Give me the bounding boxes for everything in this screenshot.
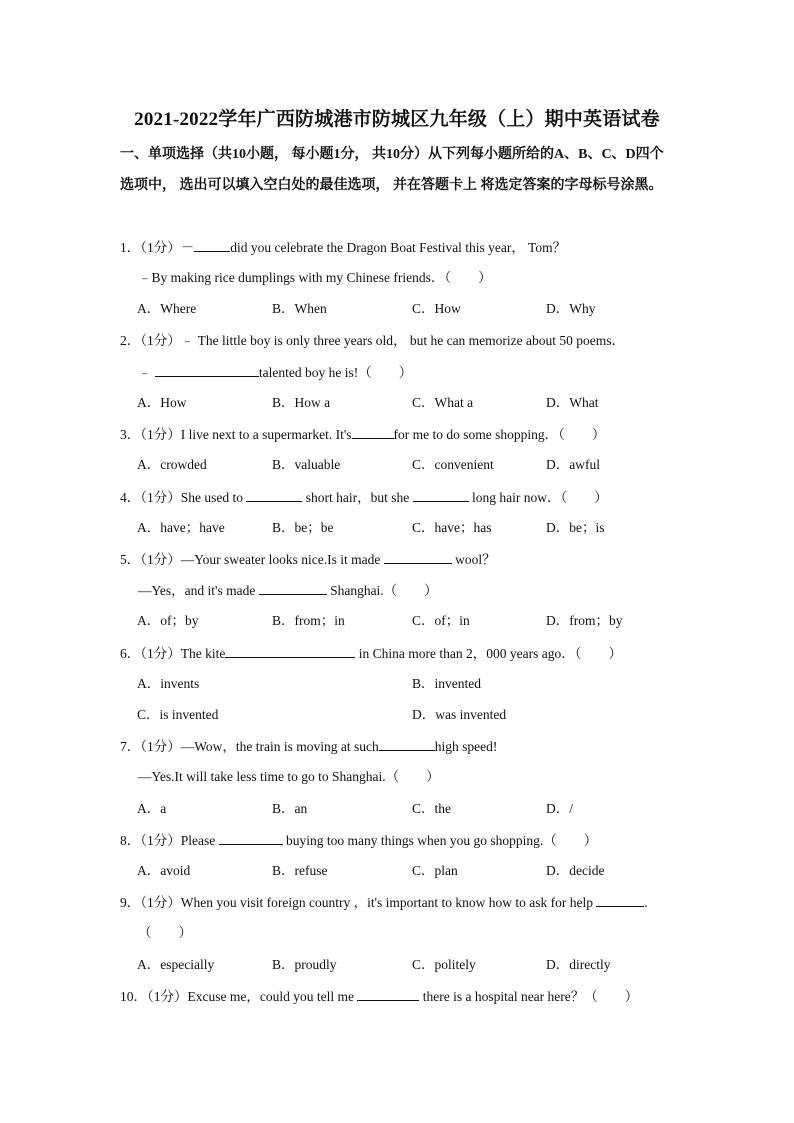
- q2-option-d: D．What: [546, 395, 599, 410]
- question-5: 5．（1分）—Your sweater looks nice.Is it made wool？: [120, 549, 496, 569]
- q7-option-a: A．a: [137, 801, 167, 816]
- question-4: 4．（1分）She used to short hair，but she long hair now．（ ）: [120, 487, 608, 507]
- q1-option-b: B．When: [272, 301, 327, 316]
- question-5-reply: —Yes，and it's made Shanghai.（ ）: [138, 580, 438, 600]
- question-2-reply: ﹣ talented boy he is!（ ）: [138, 362, 412, 382]
- q9-option-b: B．proudly: [272, 957, 337, 972]
- q7-option-d: D．/: [546, 801, 573, 816]
- q1-option-d: D．Why: [546, 301, 596, 316]
- q4-option-c: C．have；has: [412, 520, 492, 535]
- question-7: 7．（1分）—Wow，the train is moving at such high speed!: [120, 736, 497, 756]
- q8-option-d: D．decide: [546, 863, 605, 878]
- q6-option-a: A．invents: [137, 676, 200, 691]
- question-9: 9．（1分）When you visit foreign country ，it's important to know how to ask for help .: [120, 892, 648, 912]
- question-3: 3．（1分）I live next to a supermarket. It's for me to do some shopping．（ ）: [120, 424, 605, 444]
- question-1-reply: ﹣By making rice dumplings with my Chinese friends．（ ）: [138, 270, 492, 285]
- q8-option-c: C．plan: [412, 863, 458, 878]
- q9-option-c: C．politely: [412, 957, 476, 972]
- q6-option-d: D．was invented: [412, 707, 507, 722]
- q9-option-d: D．directly: [546, 957, 611, 972]
- page-title: 2021-2022学年广西防城港市防城区九年级（上）期中英语试卷: [134, 109, 660, 130]
- q4-option-a: A．have；have: [137, 520, 225, 535]
- q2-option-a: A．How: [137, 395, 187, 410]
- q8-option-a: A．avoid: [137, 863, 191, 878]
- question-9-paren: （ ）: [138, 925, 192, 940]
- question-6: 6．（1分）The kite in China more than 2，000 years ago．（ ）: [120, 643, 622, 663]
- q6-option-c: C．is invented: [137, 707, 219, 722]
- question-1: 1．（1分）－ did you celebrate the Dragon Boat Festival this year， Tom？: [120, 237, 566, 257]
- section-heading: 一、单项选择（共10小题， 每小题1分， 共10分）从下列每小题所给的A、B、C、D四个选项中， 选出可以填入空白处的最佳选项， 并在答题卡上 将选定答案的字母标号涂黑。: [120, 147, 664, 193]
- q3-option-d: D．awful: [546, 457, 600, 472]
- q9-option-a: A．especially: [137, 957, 215, 972]
- question-7-reply: —Yes.It will take less time to go to Shanghai.（ ）: [138, 769, 440, 784]
- q2-option-b: B．How a: [272, 395, 331, 410]
- q5-option-a: A．of；by: [137, 613, 199, 628]
- q3-option-b: B．valuable: [272, 457, 341, 472]
- question-10: 10．（1分）Excuse me，could you tell me there is a hospital near here？（ ）: [120, 986, 638, 1006]
- q7-option-b: B．an: [272, 801, 308, 816]
- q2-option-c: C．What a: [412, 395, 474, 410]
- q3-option-a: A．crowded: [137, 457, 207, 472]
- q3-option-c: C．convenient: [412, 457, 494, 472]
- q1-option-a: A．Where: [137, 301, 197, 316]
- q5-option-c: C．of；in: [412, 613, 470, 628]
- q7-option-c: C．the: [412, 801, 451, 816]
- question-2: 2．（1分）﹣ The little boy is only three years old， but he can memorize about 50 poems．: [120, 333, 626, 348]
- q8-option-b: B．refuse: [272, 863, 328, 878]
- question-8: 8．（1分）Please buying too many things when you go shopping.（ ）: [120, 830, 597, 850]
- q6-option-b: B．invented: [412, 676, 481, 691]
- q5-option-b: B．from；in: [272, 613, 345, 628]
- q4-option-d: D．be；is: [546, 520, 605, 535]
- q5-option-d: D．from；by: [546, 613, 623, 628]
- q1-option-c: C．How: [412, 301, 461, 316]
- q4-option-b: B．be；be: [272, 520, 334, 535]
